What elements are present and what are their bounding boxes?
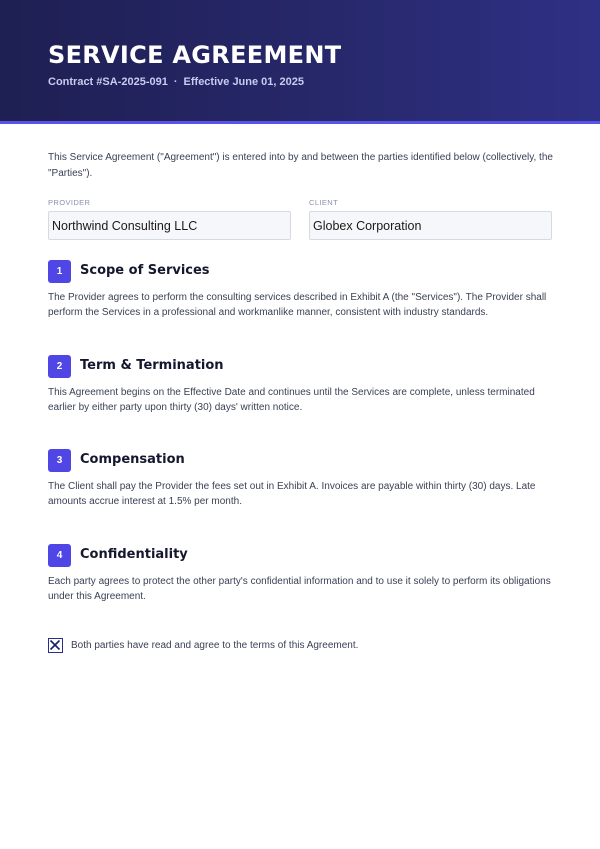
- client-field[interactable]: [309, 211, 552, 240]
- contract-label: Contract: [48, 76, 94, 88]
- section-title: Term & Termination: [80, 358, 224, 373]
- agree-checkbox[interactable]: [48, 638, 63, 653]
- document-header: [0, 0, 600, 121]
- intro-paragraph: This Service Agreement ("Agreement") is entered into by and between the parties identified below (collectively, the "Parties").: [48, 152, 553, 179]
- meta-separator: ·: [173, 76, 178, 88]
- client-label: CLIENT: [309, 198, 339, 207]
- section-number-badge: 3: [48, 449, 71, 472]
- section-body: Each party agrees to protect the other party's confidential information and to use it solely to perform its obligations under this Agreement.: [48, 576, 551, 602]
- agree-label: Both parties have read and agree to the terms of this Agreement.: [71, 640, 359, 651]
- section-body: The Provider agrees to perform the consulting services described in Exhibit A (the "Services"). The Provider shall perform the Services in a professional and workmanlike manner, consistent with industry standards.: [48, 292, 547, 318]
- header-accent-bar: [0, 121, 600, 124]
- section-title: Compensation: [80, 452, 185, 467]
- section-title: Scope of Services: [80, 263, 210, 278]
- section-title: Confidentiality: [80, 547, 188, 562]
- provider-field[interactable]: [48, 211, 291, 240]
- document-title: SERVICE AGREEMENT: [48, 41, 342, 69]
- section-number-badge: 2: [48, 355, 71, 378]
- checkmark-x-icon: [49, 639, 61, 651]
- effective-date: Effective June 01, 2025: [183, 76, 304, 88]
- contract-number: #SA-2025-091: [96, 76, 168, 88]
- contract-meta: [48, 76, 304, 88]
- section-body: The Client shall pay the Provider the fees set out in Exhibit A. Invoices are payable within thirty (30) days. Late amounts accrue interest at 1.5% per month.: [48, 481, 536, 507]
- section-number-badge: 1: [48, 260, 71, 283]
- section-body: This Agreement begins on the Effective Date and continues until the Services are complete, unless terminated earlier by either party upon thirty (30) days' written notice.: [48, 387, 535, 413]
- provider-label: PROVIDER: [48, 198, 91, 207]
- section-number-badge: 4: [48, 544, 71, 567]
